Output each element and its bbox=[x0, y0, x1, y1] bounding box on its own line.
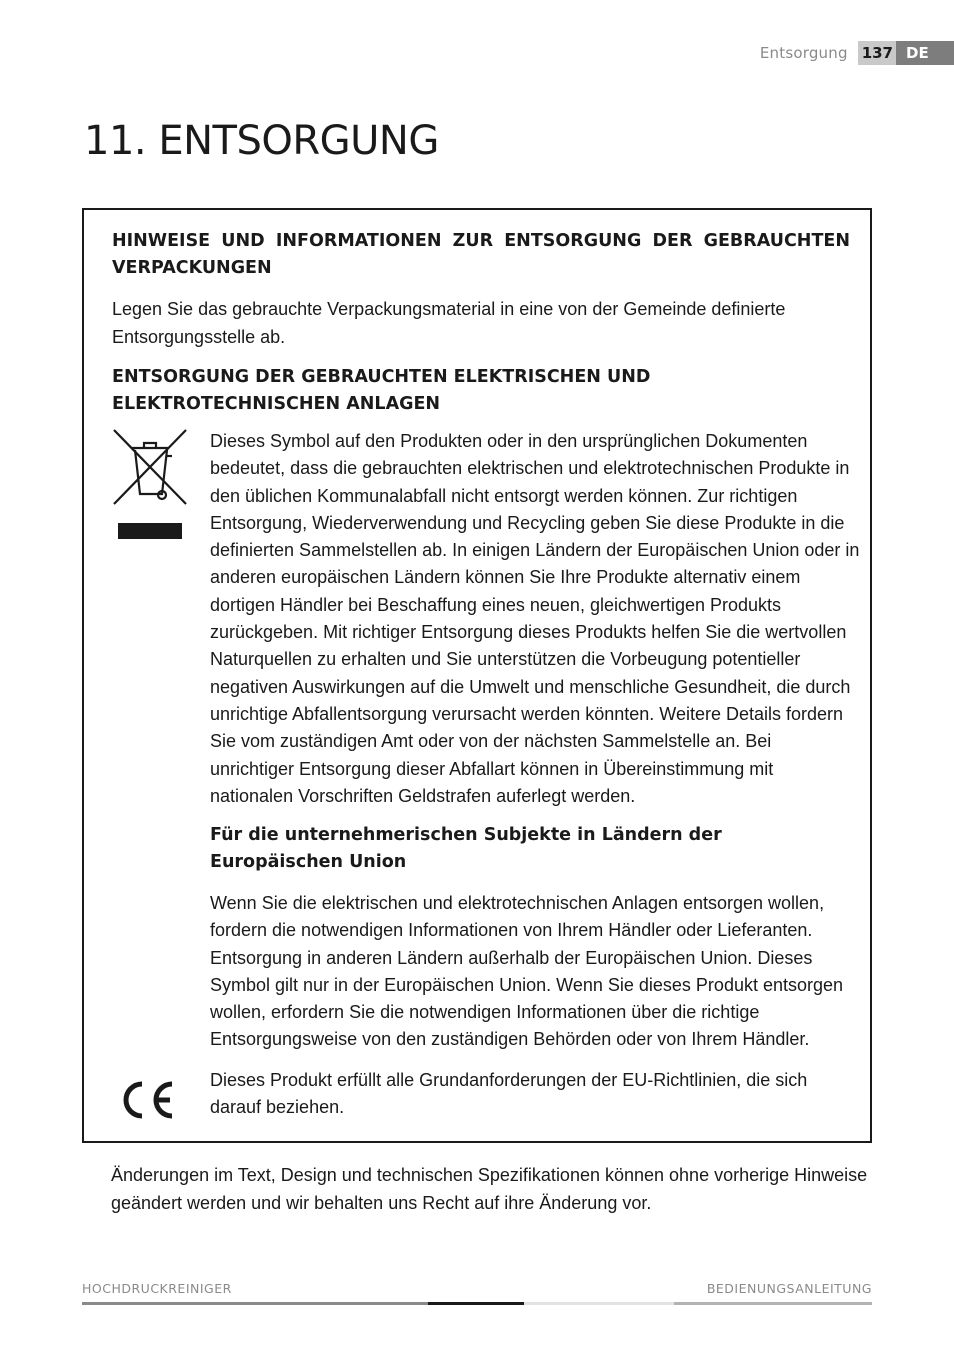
paragraph-packaging: Legen Sie das gebrauchte Verpackungsmaterial in eine von der Gemeinde definierte Entsorgungsstelle ab. bbox=[112, 299, 786, 347]
paragraph-business-eu: Wenn Sie die elektrischen und elektrotechnischen Anlagen entsorgen wollen, fordern die notwendigen Informationen von Ihrem Händler oder Lieferanten. Entsorgung in anderen Ländern außerhalb der Europäischen Union. Dieses Symbol gilt nur in der Europäischen Union. Wenn Sie dieses Produkt entsorgen wollen, erfordern Sie die notwendigen Informationen über die richtige Entsorgungsweise von den zuständigen Behörden oder von Ihrem Händler. bbox=[210, 893, 844, 1050]
footer-bar-segment bbox=[674, 1302, 872, 1305]
page-number: 137 bbox=[858, 41, 896, 65]
paragraph-ce: Dieses Produkt erfüllt alle Grundanforderungen der EU-Richtlinien, die sich darauf beziehen. bbox=[210, 1070, 808, 1118]
change-notice: Änderungen im Text, Design und technischen Spezifikationen können ohne vorherige Hinweise geändert werden und wir behalten uns Recht auf ihre Änderung vor. bbox=[111, 1165, 868, 1213]
page-title: 11. ENTSORGUNG bbox=[84, 118, 439, 164]
footer-bar-segment bbox=[428, 1302, 524, 1305]
footer-bar-segment bbox=[524, 1302, 674, 1305]
ce-mark-icon bbox=[118, 1080, 178, 1120]
footer-bar-segment bbox=[82, 1302, 428, 1305]
crossed-out-wheelie-bin-icon bbox=[110, 428, 190, 540]
header-section: Entsorgung bbox=[759, 44, 848, 62]
heading-business-eu: Für die unternehmerischen Subjekte in Ländern der Europäischen Union bbox=[210, 825, 722, 872]
paragraph-weee: Dieses Symbol auf den Produkten oder in den ursprünglichen Dokumenten bedeutet, dass die gebrauchten elektrischen und elektrotechnischen Produkte in den üblichen Kommunalabfall nicht entsorgt werden können. Zur richtigen Entsorgung, Wiederverwendung und Recycling geben Sie diese Produkte in die definierten Sammelstellen ab. In einigen Ländern der Europäischen Union oder in anderen europäischen Ländern können Sie Ihre Produkte alternativ einem dortigen Händler bei Beschaffung eines neuen, gleichwertigen Produkts zurückgeben. Mit richtiger Entsorgung dieses Produkts helfen Sie die wertvollen Naturquellen zu erhalten und Sie unterstützen die Vorbeugung potentieller negativen Auswirkungen auf die Umwelt und menschliche Gesundheit, die durch unrichtige Abfallentsorgung verursacht werden könnten. Weitere Details fordern Sie vom zuständigen Amt oder von der nächsten Sammelstelle an. Bei unrichtiger Entsorgung dieser Abfallart können in Übereinstimmung mit nationalen Vorschriften Geldstrafen auferlegt werden. bbox=[210, 431, 860, 806]
heading-packaging: HINWEISE UND INFORMATIONEN ZUR ENTSORGUNG DER GEBRAUCHTEN VERPACKUNGEN bbox=[112, 231, 850, 278]
heading-electrical: ENTSORGUNG DER GEBRAUCHTEN ELEKTRISCHEN UND ELEKTROTECHNISCHEN ANLAGEN bbox=[112, 367, 651, 414]
page-header bbox=[760, 41, 954, 65]
footer-right: BEDIENUNGSANLEITUNG bbox=[706, 1281, 872, 1296]
language-tab: DE bbox=[896, 41, 954, 65]
disposal-info-box bbox=[82, 208, 872, 1143]
footer-left: HOCHDRUCKREINIGER bbox=[82, 1281, 232, 1296]
